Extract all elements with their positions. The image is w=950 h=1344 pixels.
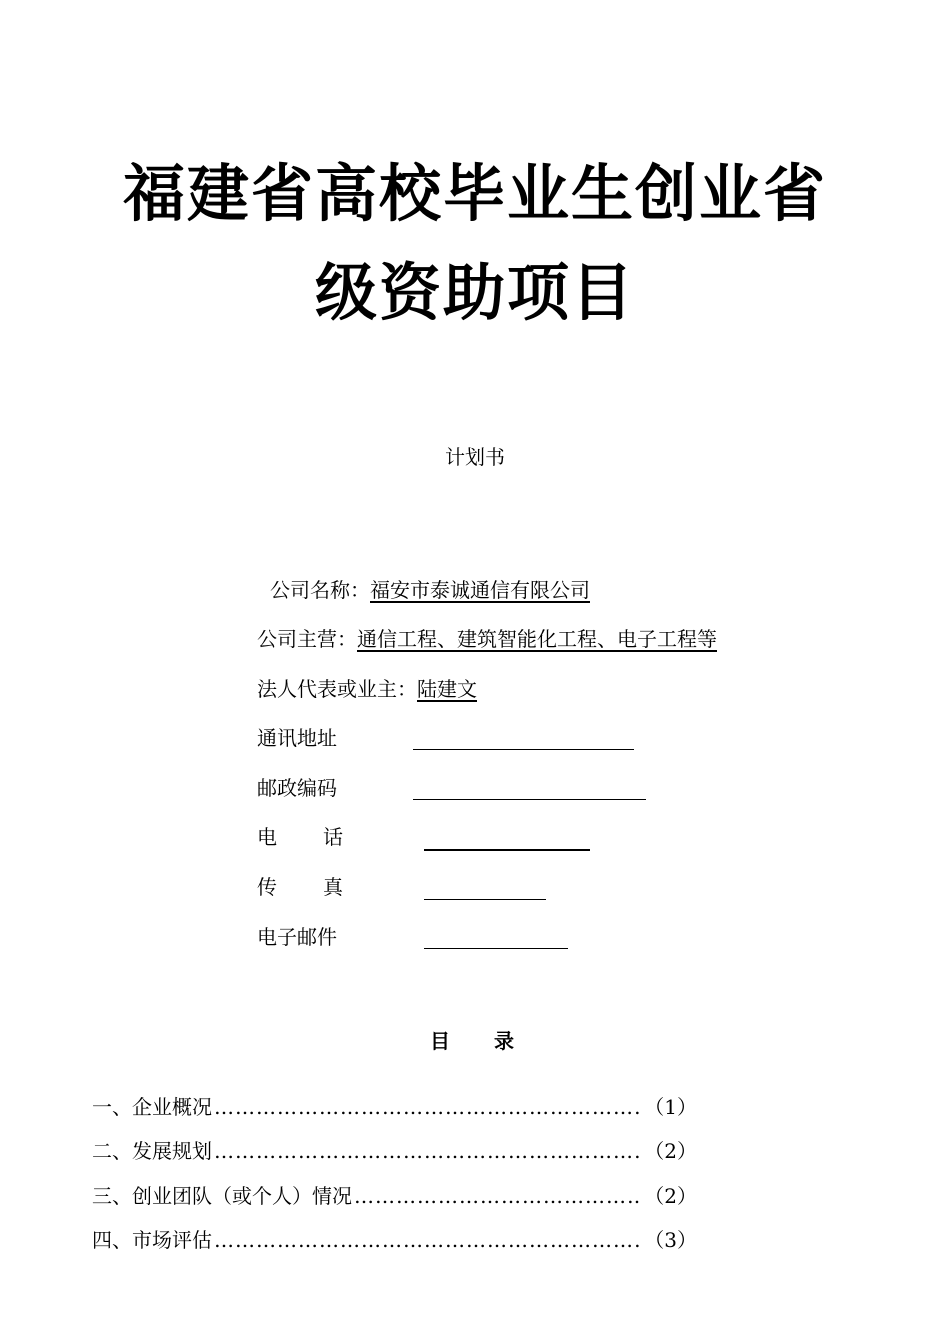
phone-label-char-2: 话 (323, 825, 343, 849)
postal-label: 邮政编码 (257, 776, 337, 800)
postal-blank-line (413, 799, 646, 800)
legal-rep-label: 法人代表或业主： (257, 677, 417, 701)
toc-item-label: 三、创业团队（或个人）情况 (92, 1184, 352, 1208)
toc-item-page: （3） (644, 1228, 697, 1252)
toc-title-char-1: 目 (430, 1029, 450, 1053)
address-label: 通讯地址 (257, 726, 337, 750)
legal-rep-row (257, 679, 477, 699)
toc-item[interactable] (92, 1224, 697, 1253)
toc-leader-dots (214, 1139, 642, 1163)
document-title-line-1: 福建省高校毕业生创业省 (122, 157, 827, 230)
toc-item-page: （2） (644, 1184, 697, 1208)
business-label: 公司主营： (257, 627, 357, 651)
company-name-value: 福安市泰诚通信有限公司 (370, 578, 590, 602)
toc-item-label: 一、企业概况 (92, 1095, 212, 1119)
business-row (257, 629, 717, 649)
toc-item[interactable] (92, 1180, 697, 1209)
toc-leader-dots (214, 1095, 642, 1119)
toc-item-label: 四、市场评估 (92, 1228, 212, 1252)
toc-item-page: （1） (644, 1095, 697, 1119)
document-subtitle: 计划书 (445, 445, 505, 469)
phone-blank-line (424, 849, 590, 851)
toc-leader-dots (354, 1184, 642, 1208)
toc-title (430, 1025, 514, 1054)
document-title-line-2: 级资助项目 (314, 256, 635, 329)
toc-item-label: 二、发展规划 (92, 1139, 212, 1163)
fax-label-char-1: 传 (257, 875, 277, 899)
toc-item[interactable] (92, 1091, 697, 1120)
address-blank-line (413, 749, 634, 750)
phone-label-char-1: 电 (257, 825, 277, 849)
company-name-label: 公司名称： (270, 578, 370, 602)
phone-label (257, 827, 343, 847)
fax-label (257, 877, 343, 897)
toc-title-char-2: 录 (494, 1029, 514, 1053)
business-value: 通信工程、建筑智能化工程、电子工程等 (357, 627, 717, 651)
toc-leader-dots (214, 1228, 642, 1252)
fax-blank-line (424, 899, 546, 900)
toc-item-page: （2） (644, 1139, 697, 1163)
email-label: 电子邮件 (257, 925, 337, 949)
email-blank-line (424, 948, 568, 949)
fax-label-char-2: 真 (323, 875, 343, 899)
company-name-row (270, 580, 590, 600)
legal-rep-value: 陆建文 (417, 677, 477, 701)
toc-item[interactable] (92, 1135, 697, 1164)
